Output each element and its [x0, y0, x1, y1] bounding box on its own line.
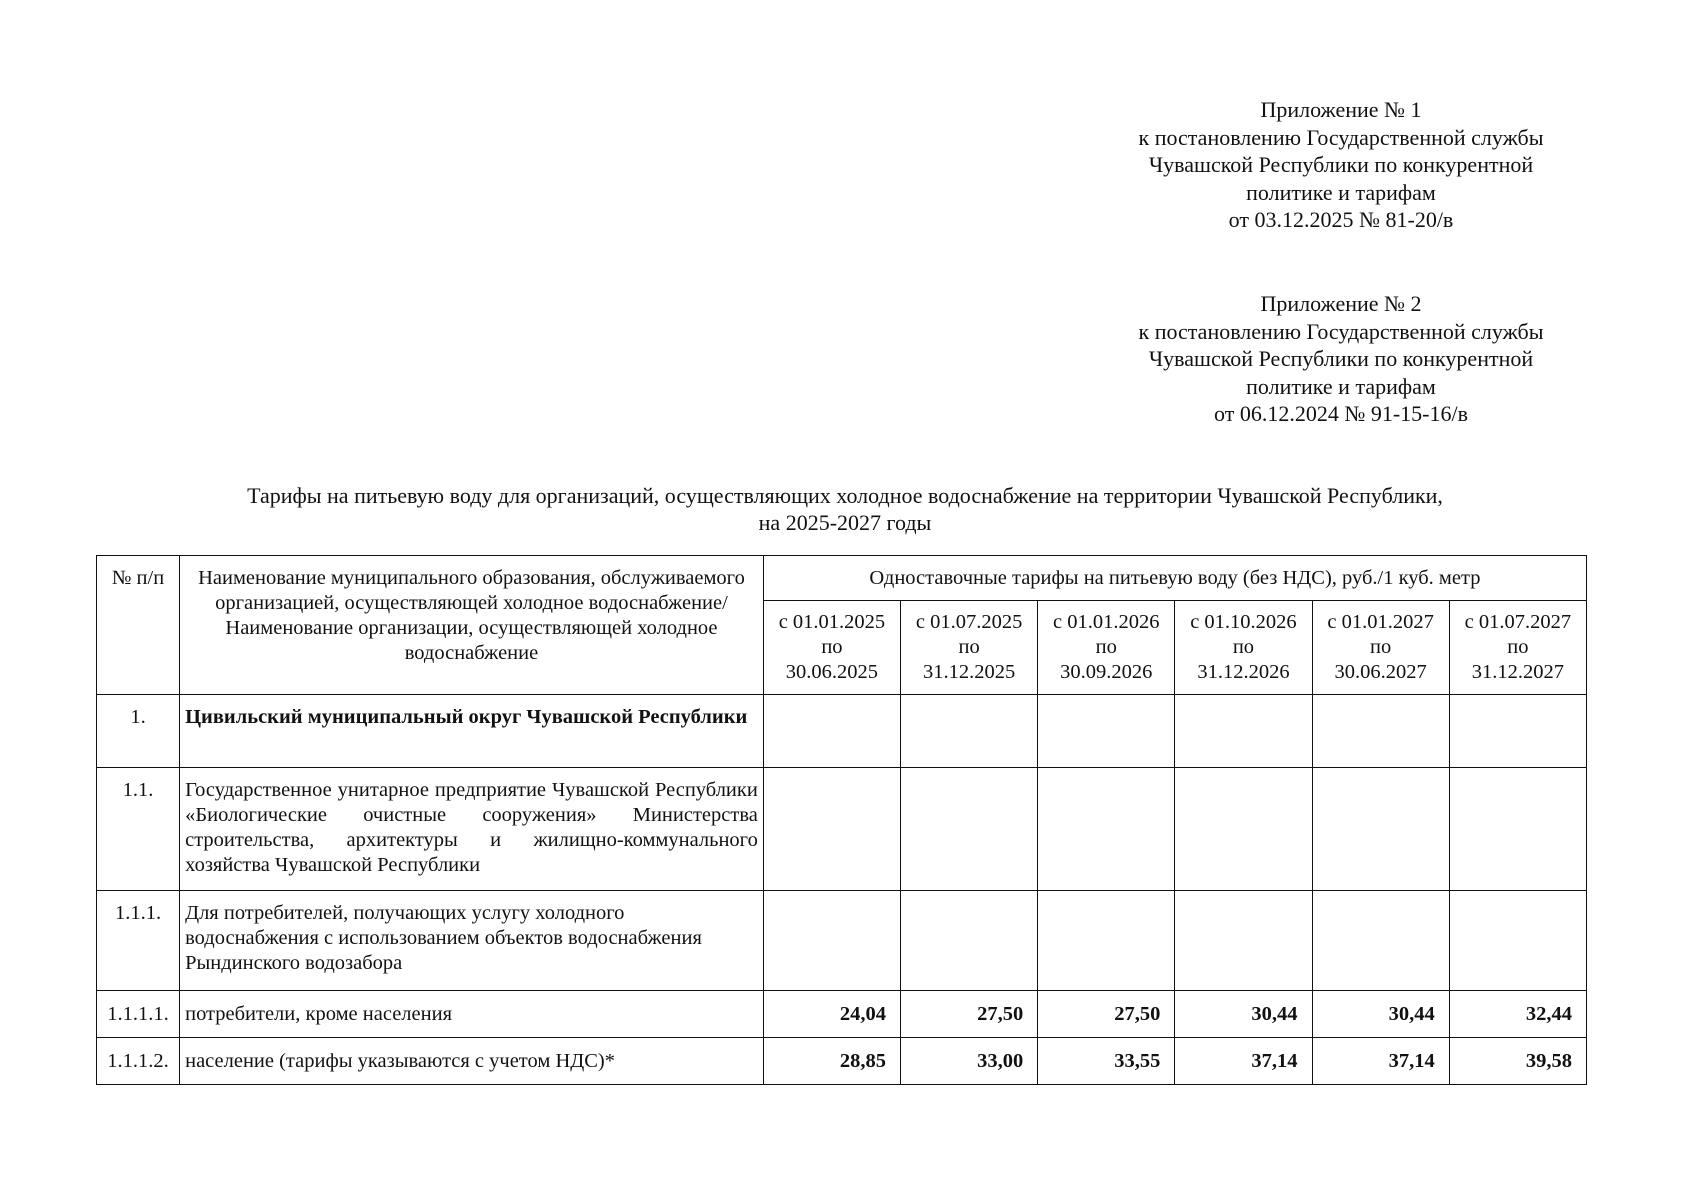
tariff-value: 30,44	[1312, 991, 1449, 1038]
tariff-value	[1312, 695, 1449, 768]
tariff-value	[763, 891, 900, 991]
table-row	[97, 891, 1587, 991]
appendix-2-line1: к постановлению Государственной службы	[1138, 318, 1544, 344]
tariff-value: 30,44	[1175, 991, 1312, 1038]
tariff-value	[1449, 768, 1586, 891]
row-name: Для потребителей, получающих услугу холодного водоснабжения с использованием объектов водоснабжения Рындинского водозабора	[180, 891, 764, 991]
row-name: Государственное унитарное предприятие Чувашской Республики «Биологические очистные сооружения» Министерства строительства, архитектуры и жилищно-коммунального хозяйства Чувашской Республики	[180, 768, 764, 891]
header-period	[1175, 601, 1312, 695]
tariff-value: 37,14	[1175, 1038, 1312, 1085]
tariffs-table	[96, 555, 1587, 1085]
appendix-2-line4: от 06.12.2024 № 91-15-16/в	[1214, 401, 1468, 426]
appendix-1-line2: Чувашской Республики по конкурентной	[1148, 152, 1534, 177]
period-mid: по	[958, 636, 980, 658]
period-from: с 01.07.2027	[1464, 611, 1572, 633]
header-tariff-group: Одноставочные тарифы на питьевую воду (без НДС), руб./1 куб. метр	[763, 556, 1586, 601]
row-number: 1.1.1.	[97, 891, 180, 991]
table-row	[97, 768, 1587, 891]
tariff-value: 33,00	[901, 1038, 1038, 1085]
table-row	[97, 991, 1587, 1038]
document-title-line1: Тарифы на питьевую воду для организаций, осуществляющих холодное водоснабжение на территории Чувашской Республики,	[247, 483, 1443, 508]
tariff-value	[763, 768, 900, 891]
period-from: с 01.07.2025	[915, 611, 1023, 633]
period-from: с 01.01.2025	[778, 611, 886, 633]
tariff-value: 39,58	[1449, 1038, 1586, 1085]
appendix-2-title: Приложение № 2	[1260, 291, 1422, 316]
tariff-value: 32,44	[1449, 991, 1586, 1038]
header-number: № п/п	[97, 556, 180, 695]
row-name: Цивильский муниципальный округ Чувашской Республики	[180, 695, 764, 768]
tariff-value	[1175, 695, 1312, 768]
row-name: население (тарифы указываются с учетом НДС)*	[180, 1038, 764, 1085]
period-mid: по	[821, 636, 843, 658]
tariff-value	[763, 695, 900, 768]
tariff-value	[1175, 768, 1312, 891]
period-to: 30.06.2027	[1334, 661, 1427, 683]
tariff-value	[901, 695, 1038, 768]
period-mid: по	[1507, 636, 1529, 658]
header-period	[901, 601, 1038, 695]
period-to: 31.12.2026	[1197, 661, 1290, 683]
row-number: 1.1.1.2.	[97, 1038, 180, 1085]
period-from: с 01.01.2027	[1327, 611, 1434, 633]
appendix-2-header	[1061, 290, 1621, 428]
period-mid: по	[1370, 636, 1392, 658]
appendix-2-line2: Чувашской Республики по конкурентной	[1148, 346, 1534, 371]
tariff-value	[1312, 768, 1449, 891]
appendix-2-line3: политике и тарифам	[1246, 373, 1436, 399]
tariff-value: 37,14	[1312, 1038, 1449, 1085]
header-period	[1038, 601, 1175, 695]
table-row	[97, 1038, 1587, 1085]
tariff-value: 33,55	[1038, 1038, 1175, 1085]
tariff-value: 27,50	[901, 991, 1038, 1038]
appendix-1-line1: к постановлению Государственной службы	[1138, 124, 1544, 150]
header-period	[763, 601, 900, 695]
tariff-value	[1038, 891, 1175, 991]
appendix-1-header	[1061, 96, 1621, 234]
row-name: потребители, кроме населения	[180, 991, 764, 1038]
tariff-value: 27,50	[1038, 991, 1175, 1038]
row-number: 1.1.	[97, 768, 180, 891]
row-number: 1.1.1.1.	[97, 991, 180, 1038]
tariff-value	[1038, 695, 1175, 768]
period-from: с 01.01.2026	[1053, 611, 1160, 633]
tariff-value	[1449, 891, 1586, 991]
period-mid: по	[1232, 636, 1255, 658]
tariff-value	[1312, 891, 1449, 991]
tariff-value	[1449, 695, 1586, 768]
period-mid: по	[1095, 636, 1117, 658]
tariff-value	[901, 768, 1038, 891]
appendix-1-title: Приложение № 1	[1260, 97, 1422, 122]
tariff-value: 24,04	[763, 991, 900, 1038]
appendix-1-line3: политике и тарифам	[1246, 179, 1436, 205]
header-period	[1449, 601, 1586, 695]
table-row	[97, 695, 1587, 768]
tariff-value	[901, 891, 1038, 991]
tariff-value: 28,85	[763, 1038, 900, 1085]
document-title	[160, 482, 1530, 536]
row-number: 1.	[97, 695, 180, 768]
header-period	[1312, 601, 1449, 695]
appendix-1-line4: от 03.12.2025 № 81-20/в	[1228, 207, 1454, 232]
tariff-value	[1175, 891, 1312, 991]
period-from: с 01.10.2026	[1190, 611, 1297, 633]
document-title-line2: на 2025-2027 годы	[758, 510, 932, 535]
tariff-value	[1038, 768, 1175, 891]
header-name: Наименование муниципального образования, обслуживаемого организацией, осуществляющей холодное водоснабжение/Наименование организации, осуществляющей холодное водоснабжение	[180, 556, 764, 695]
period-to: 30.06.2025	[785, 661, 879, 683]
period-to: 31.12.2027	[1471, 661, 1564, 683]
period-to: 31.12.2025	[922, 661, 1016, 683]
period-to: 30.09.2026	[1060, 661, 1153, 683]
table-header-row	[97, 556, 1587, 601]
